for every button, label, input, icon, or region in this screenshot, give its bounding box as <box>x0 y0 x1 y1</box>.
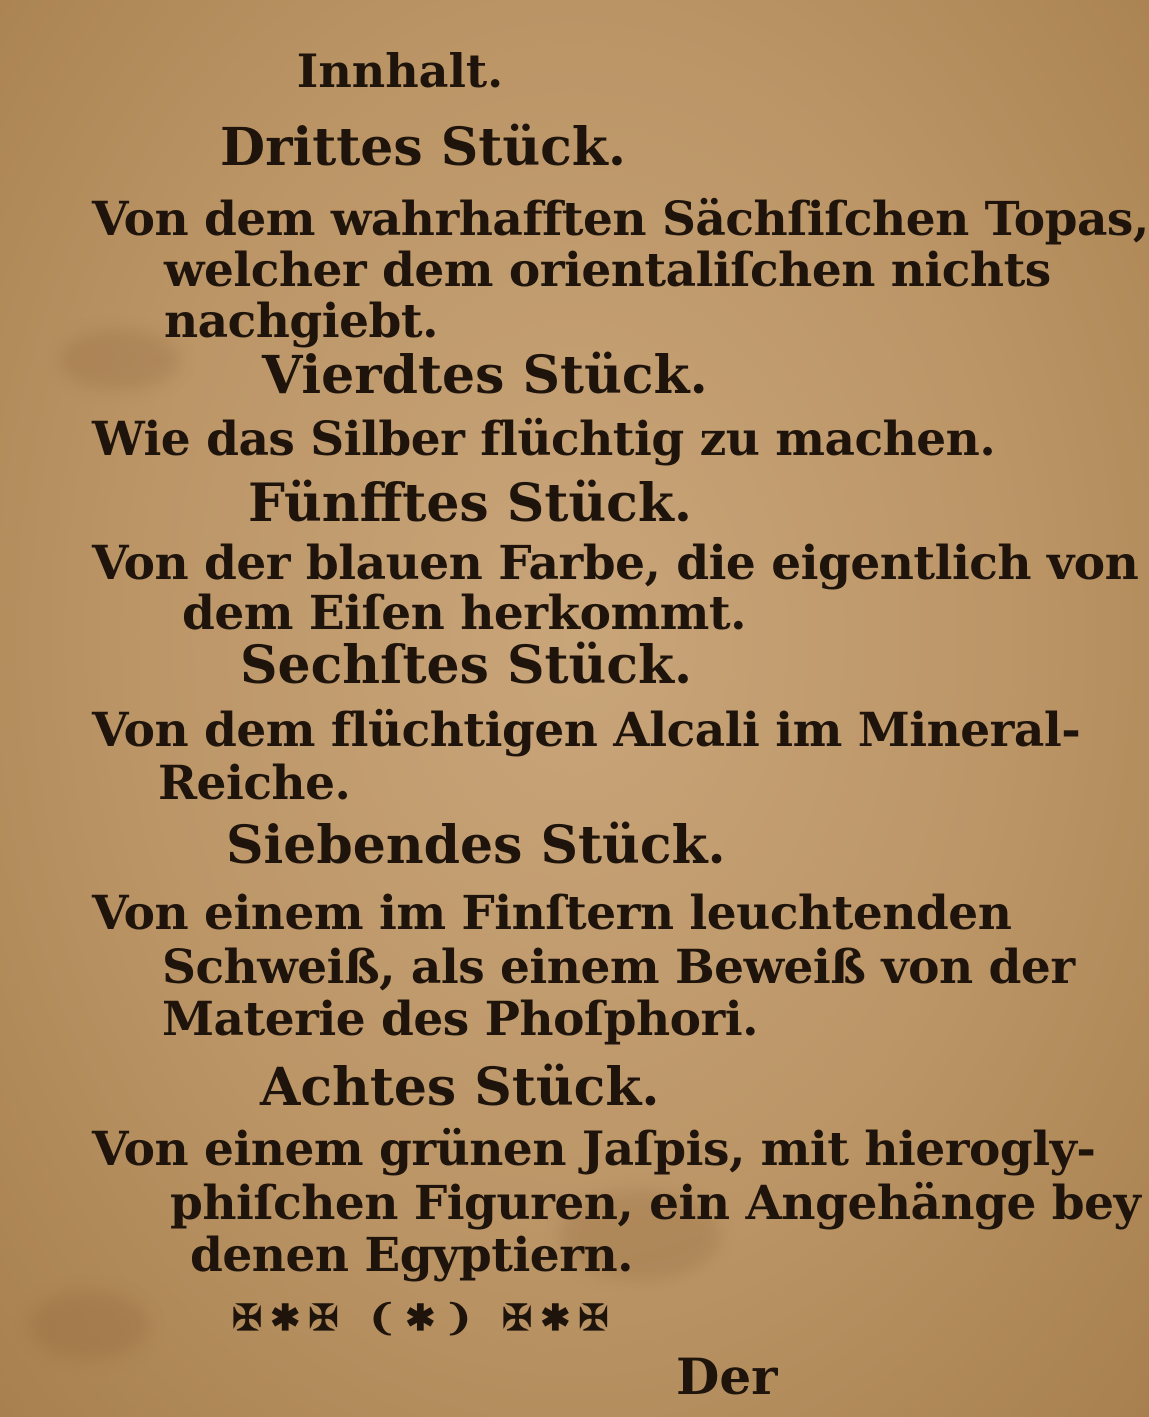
section-heading-drittes: Drittes Stück. <box>220 117 626 178</box>
decorative-ornament: ✠✱✠ ❨✱❩ ✠✱✠ <box>232 1297 617 1339</box>
section-line: phiſchen Figuren, ein Angehänge bey <box>170 1176 1141 1231</box>
section-line: dem Eiſen herkommt. <box>182 586 746 641</box>
section-heading-sechstes: Sechſtes Stück. <box>240 635 693 696</box>
section-line: denen Egyptiern. <box>190 1228 633 1283</box>
section-line: Wie das Silber flüchtig zu machen. <box>92 412 996 467</box>
section-line: Materie des Phoſphori. <box>162 992 759 1047</box>
page-title: Innhalt. <box>296 44 504 98</box>
section-line: Schweiß, als einem Beweiß von der <box>162 940 1075 995</box>
section-line: Von dem flüchtigen Alcali im Mineral- <box>92 703 1081 758</box>
section-line: nachgiebt. <box>164 294 438 349</box>
section-line: Von dem wahrhafften Sächſiſchen Topas, <box>92 192 1149 247</box>
section-heading-vierdtes: Vierdtes Stück. <box>262 345 708 406</box>
section-heading-siebendes: Siebendes Stück. <box>226 815 726 876</box>
paper-stain <box>60 330 180 390</box>
section-line: Von der blauen Farbe, die eigentlich von <box>92 536 1139 591</box>
section-line: Von einem grünen Jaſpis, mit hierogly- <box>92 1122 1096 1177</box>
section-heading-achtes: Achtes Stück. <box>260 1057 660 1118</box>
section-heading-fuenfftes: Fünfftes Stück. <box>248 473 692 534</box>
section-line: Von einem im Finſtern leuchtenden <box>92 886 1012 941</box>
section-line: welcher dem orientaliſchen nichts <box>164 243 1051 298</box>
paper-stain <box>30 1290 150 1360</box>
catchword: Der <box>676 1347 778 1406</box>
section-line: Reiche. <box>158 756 351 811</box>
